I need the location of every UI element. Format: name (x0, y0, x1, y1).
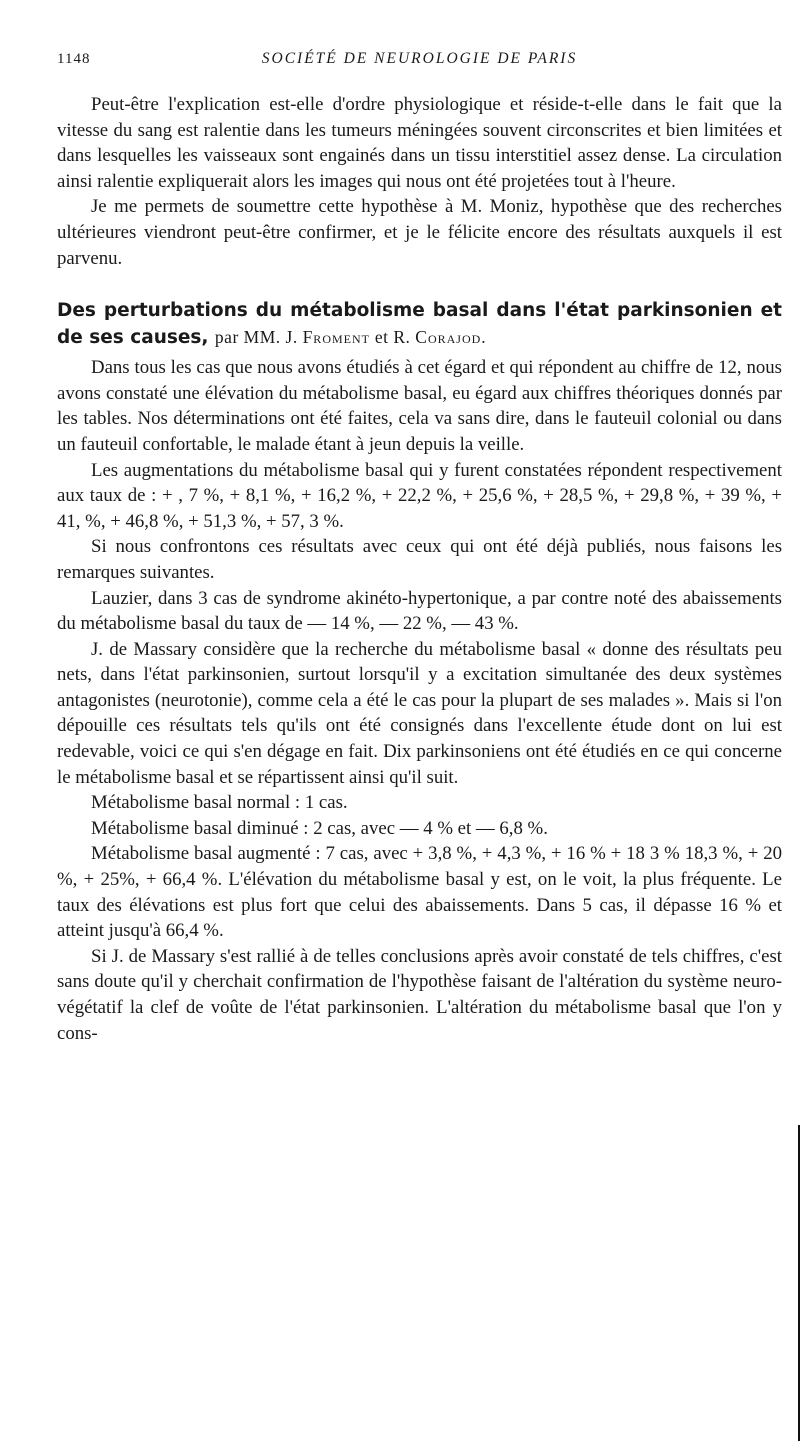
paragraph: Dans tous les cas que nous avons étudiés à cet égard et qui répondent au chiffre de 12, nous avons constaté une élévation du métabolisme basal, eu égard aux chiffres théoriques donnés par les tables. Nos déterminations ont été faites, cela va sans dire, dans le fauteuil colonial ou dans un fauteuil confortable, le malade étant à jeun depuis la veille. (57, 357, 782, 455)
paragraph: Peut-être l'explication est-elle d'ordre physiologique et réside-t-elle dans le fait que la vitesse du sang est ralentie dans les tumeurs méningées souvent circonscrites et bien limitées et dans lesquelles les vaisseaux sont engainés dans un tissu interstitiel assez dense. La circulation ainsi ralentie expliquerait alors les images qui nous ont été projetées tout à l'heure. (57, 94, 782, 192)
article-title: Des perturbations du métabolisme basal dans l'état parkinsonien et de ses causes, (57, 300, 782, 349)
paragraph: J. de Massary considère que la recherche du métabolisme basal « donne des résultats peu nets, dans l'état parkinsonien, surtout lorsqu'il y a excitation simultanée des deux systèmes antagonistes (neurotonie), comme cela a été le cas pour la plupart de ses malades ». Mais si l'on dépouille ces résultats tels qu'ils ont été consignés dans l'excellente étude dont on lui est redevable, voici ce qui s'en dégage en fait. Dix parkinsoniens ont été étudiés en ce qui concerne le métabolisme basal et se répartissent ainsi qu'il suit. (57, 638, 782, 788)
paragraph: Métabolisme basal normal : 1 cas. (91, 792, 348, 814)
author-name: Froment (302, 327, 370, 348)
paragraph: Si J. de Massary s'est rallié à de telles conclusions après avoir constaté de tels chiffres, c'est sans doute qu'il y cherchait confirmation de l'hypothèse faisant de l'altération du système neuro-végétatif la clef de voûte de l'état parkinsonien. L'altération du métabolisme basal que l'on y cons- (57, 945, 782, 1044)
author-name: Corajod. (415, 327, 487, 348)
paragraph: Métabolisme basal augmenté : 7 cas, avec + 3,8 %, + 4,3 %, + 16 % + 18 3 % 18,3 %, + 20 %, + 25%, + 66,4 %. L'élévation du métabolisme basal y est, on le voit, la plus fréquente. Le taux des élévations est plus fort que celui des abaissements. Dans 5 cas, il dépasse 16 % et atteint jusqu'à 66,4 %. (57, 843, 782, 942)
paragraph: Lauzier, dans 3 cas de syndrome akinéto-hypertonique, a par contre noté des abaissements du métabolisme basal du taux de — 14 %, — 22 %, — 43 %. (57, 587, 782, 635)
paragraph: Les augmentations du métabolisme basal qui y furent constatées répondent respectivement aux taux de : + , 7 %, + 8,1 %, + 16,2 %, + 22,2 %, + 25,6 %, + 28,5 %, + 29,8 %, + 39 %, + 41, %, + 46,8 %, + 51,3 %, + 57, 3 %. (57, 459, 782, 532)
running-title: SOCIÉTÉ DE NEUROLOGIE DE PARIS (261, 50, 578, 67)
article-heading (57, 297, 782, 351)
page-header (57, 50, 782, 76)
paragraph: Je me permets de soumettre cette hypothèse à M. Moniz, hypothèse que des recherches ultérieures viendront peut-être confirmer, et je le félicite encore des résultats auxquels il est parvenu. (57, 196, 782, 269)
page-number: 1148 (57, 51, 91, 67)
paragraph: Métabolisme basal diminué : 2 cas, avec — 4 % et — 6,8 %. (91, 817, 548, 839)
paragraph: Si nous confrontons ces résultats avec ceux qui ont été déjà publiés, nous faisons les remarques suivantes. (57, 536, 782, 583)
document-page (57, 50, 782, 1046)
byline: par MM. J. Froment et R. Corajod. (214, 327, 487, 348)
